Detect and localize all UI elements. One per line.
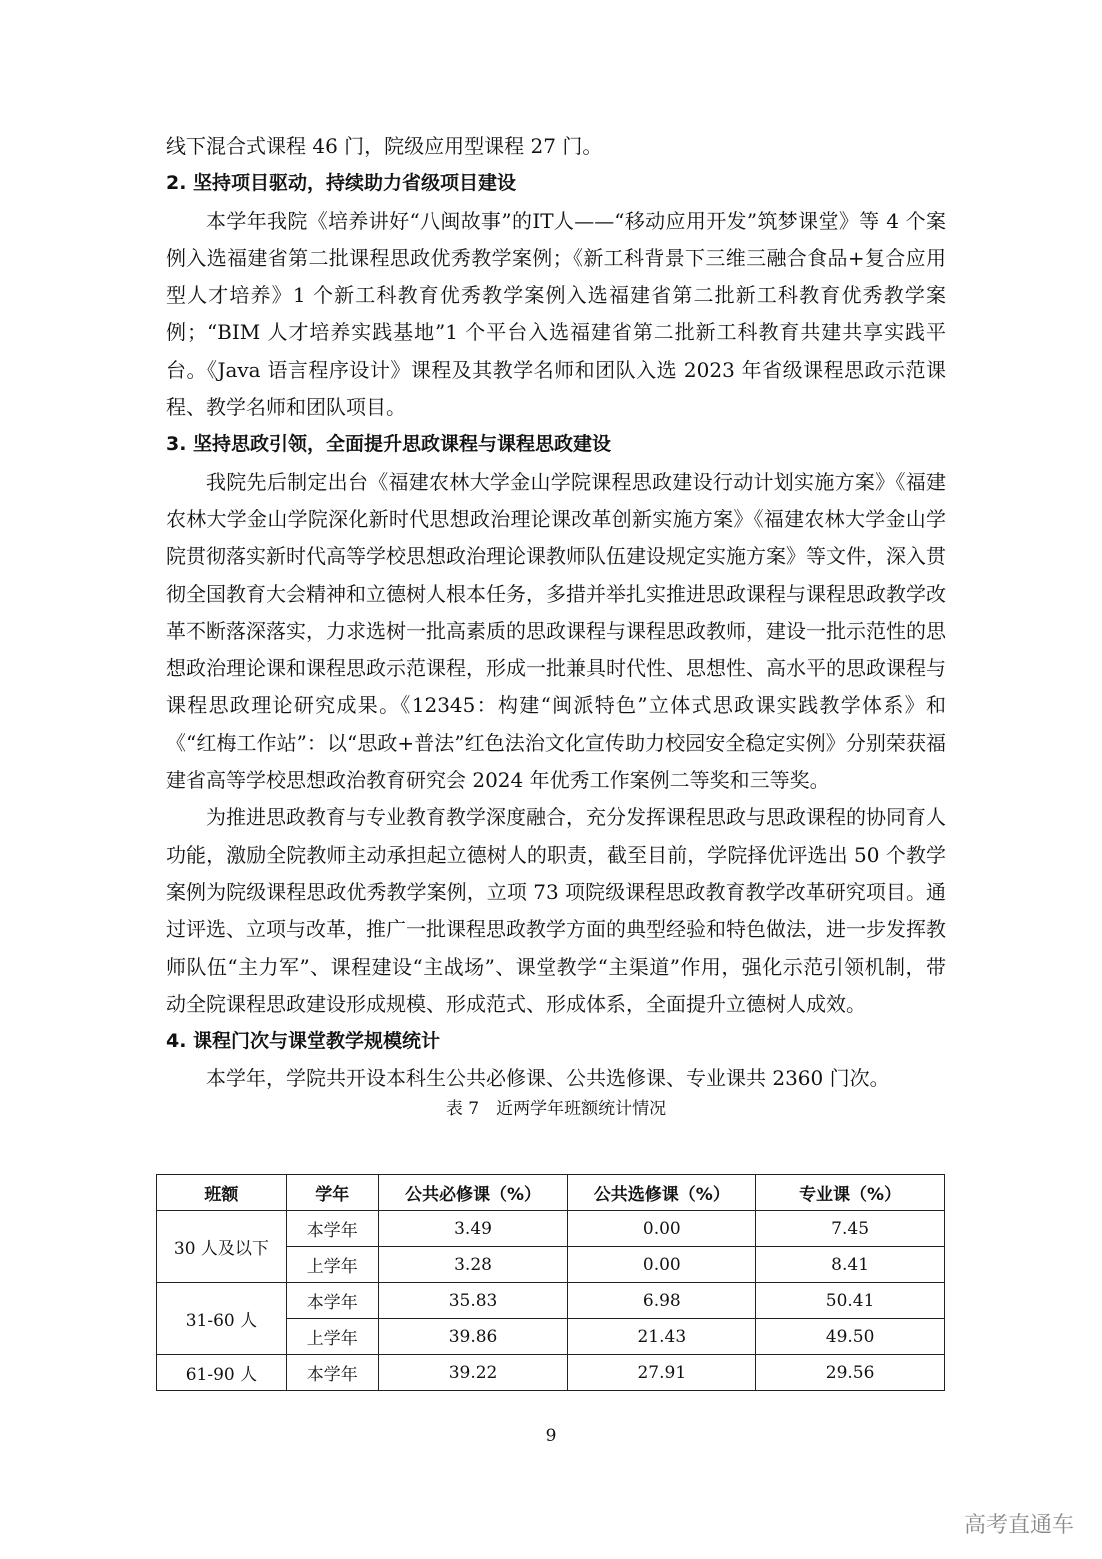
paragraph-project-driven: 本学年我院《培养讲好“八闽故事”的IT人——“移动应用开发”筑梦课堂》等 4 个案例入选福建省第二批课程思政优秀教学案例；《新工科背景下三维三融合食品+复合应用型人才培养》1 个新工科教育优秀教学案例入选福建省第二批新工科教育优秀教学案例；“BIM 人才培养实践基地”1 个平台入选福建省第二批新工科教育共建共享实践平台。《Java 语言程序设计》课程及其教学名师和团队入选 2023 年省级课程思政示范课程、教学名师和团队项目。 [166,208,946,420]
value-cell: 0.00 [568,1211,756,1247]
paragraph-course-counts: 线下混合式课程 46 门，院级应用型课程 27 门。 [166,134,603,158]
year-cell: 上学年 [286,1247,378,1283]
paragraph-ideological-lead: 我院先后制定出台《福建农林大学金山学院课程思政建设行动计划实施方案》《福建农林大学金山学院深化新时代思想政治理论课改革创新实施方案》《福建农林大学金山学院贯彻落实新时代高等学校思想政治理论课教师队伍建设规定实施方案》等文件，深入贯彻全国教育大会精神和立德树人根本任务，多措并举扎实推进思政课程与课程思政教学改革不断落深落实，力求选树一批高素质的思政课程与课程思政教师，建设一批示范性的思想政治理论课和课程思政示范课程，形成一批兼具时代性、思想性、高水平的思政课程与课程思政理论研究成果。《12345：构建“闽派特色”立体式思政课实践教学体系》和《“红梅工作站”：以“思政+普法”红色法治文化宣传助力校园安全稳定实例》分别荣获福建省高等学校思想政治教育研究会 2024 年优秀工作案例二等奖和三等奖。 [166,469,946,793]
value-cell: 8.41 [756,1247,945,1283]
value-cell: 7.45 [756,1211,945,1247]
table-caption: 表 7 近两学年班额统计情况 [445,1098,667,1119]
group-label: 61-90 人 [157,1355,287,1391]
value-cell: 3.28 [378,1247,568,1283]
year-cell: 本学年 [286,1211,378,1247]
value-cell: 50.41 [756,1283,945,1319]
value-cell: 21.43 [568,1319,756,1355]
heading-section-4: 4. 课程门次与课堂教学规模统计 [166,1030,441,1053]
watermark-text: 高考直通车 [963,1513,1074,1538]
paragraph-integration: 为推进思政教育与专业教育教学深度融合，充分发挥课程思政与思政课程的协同育人功能，激励全院教师主动承担起立德树人的职责，截至目前，学院择优评选出 50 个教学案例为院级课程思政优秀教学案例，立项 73 项院级课程思政教育教学改革研究项目。通过评选、立项与改革，推广一批课程思政教学方面的典型经验和特色做法，进一步发挥教师队伍“主力军”、课程建设“主战场”、课堂教学“主渠道”作用，强化示范引领机制，带动全院课程思政建设形成规模、形成范式、形成体系，全面提升立德树人成效。 [166,805,946,1016]
header-public-elective: 公共选修课（%） [568,1175,756,1211]
page-body [166,128,946,1120]
value-cell: 39.86 [378,1319,568,1355]
heading-section-2: 2. 坚持项目驱动，持续助力省级项目建设 [166,172,517,195]
value-cell: 6.98 [568,1283,756,1319]
value-cell: 27.91 [568,1355,756,1391]
table-header-row [157,1175,945,1211]
header-major: 专业课（%） [756,1175,945,1211]
value-cell: 0.00 [568,1247,756,1283]
header-class-size: 班额 [157,1175,287,1211]
value-cell: 35.83 [378,1283,568,1319]
class-size-table [156,1174,945,1391]
year-cell: 本学年 [286,1355,378,1391]
year-cell: 本学年 [286,1283,378,1319]
header-public-required: 公共必修课（%） [378,1175,568,1211]
value-cell: 39.22 [378,1355,568,1391]
value-cell: 3.49 [378,1211,568,1247]
table-row [157,1355,945,1391]
paragraph-total-courses: 本学年，学院共开设本科生公共必修课、公共选修课、专业课共 2360 门次。 [206,1066,890,1091]
table-row [157,1283,945,1319]
heading-section-3: 3. 坚持思政引领，全面提升思政课程与课程思政建设 [166,433,612,456]
value-cell: 49.50 [756,1319,945,1355]
year-cell: 上学年 [286,1319,378,1355]
group-label: 30 人及以下 [157,1211,287,1283]
table-row [157,1211,945,1247]
group-label: 31-60 人 [157,1283,287,1355]
value-cell: 29.56 [756,1355,945,1391]
header-year: 学年 [286,1175,378,1211]
page-number: 9 [545,1426,557,1446]
